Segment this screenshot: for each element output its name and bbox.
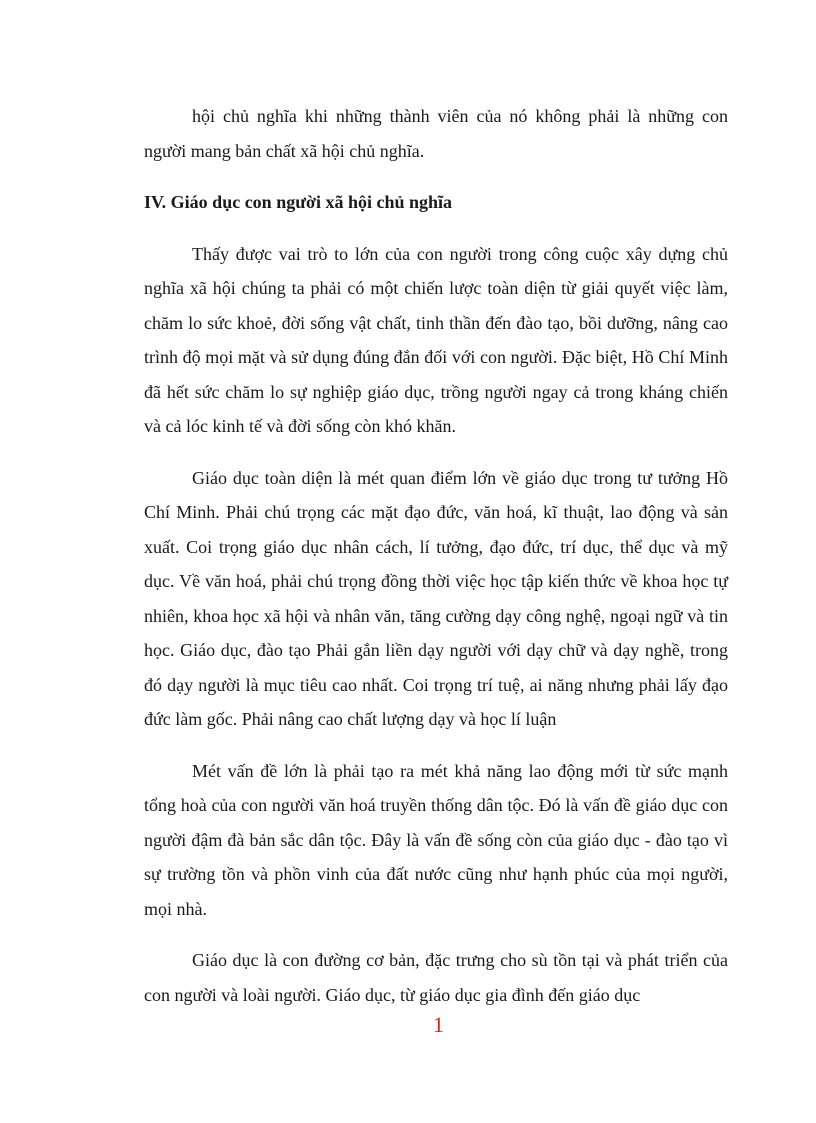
page-body (144, 99, 728, 1012)
paragraph: Giáo dục toàn diện là mét quan điểm lớn về giáo dục trong tư tưởng Hồ Chí Minh. Phải chú trọng các mặt đạo đức, văn hoá, kĩ thuật, lao động và sản xuất. Coi trọng giáo dục nhân cách, lí tưởng, đạo đức, trí dục, thể dục và mỹ dục. Về văn hoá, phải chú trọng đồng thời việc học tập kiến thức về khoa học tự nhiên, khoa học xã hội và nhân văn, tăng cường dạy công nghệ, ngoại ngữ và tin học. Giáo dục, đào tạo Phải gắn liền dạy người với dạy chữ và dạy nghề, trong đó dạy người là mục tiêu cao nhất. Coi trọng trí tuệ, ai năng nhưng phải lấy đạo đức làm gốc. Phải nâng cao chất lượng dạy và học lí luận (144, 467, 728, 729)
continued-paragraph: hội chủ nghĩa khi những thành viên của nó không phải là những con người mang bản chất xã hội chủ nghĩa. (144, 106, 728, 161)
paragraph: Thấy được vai trò to lớn của con người trong công cuộc xây dựng chủ nghĩa xã hội chúng ta phải có một chiến lược toàn diện từ giải quyết việc làm, chăm lo sức khoẻ, đời sống vật chất, tinh thần đến đào tạo, bồi dưỡng, nâng cao trình độ mọi mặt và sử dụng đúng đắn đối với con người. Đặc biệt, Hồ Chí Minh đã hết sức chăm lo sự nghiệp giáo dục, trồng người ngay cả trong kháng chiến và cả lóc kinh tế và đời sống còn khó khăn. (144, 243, 728, 436)
paragraph: Giáo dục là con đường cơ bản, đặc trưng cho sù tồn tại và phát triển của con người và loài người. Giáo dục, từ giáo dục gia đình đến giáo dục (144, 950, 728, 1005)
page-number: 1 (433, 1012, 444, 1037)
paragraph: Mét vấn đề lớn là phải tạo ra mét khả năng lao động mới từ sức mạnh tổng hoà của con người văn hoá truyền thống dân tộc. Đó là vấn đề giáo dục con người đậm đà bản sắc dân tộc. Đây là vấn đề sống còn của giáo dục - đào tạo vì sự trường tồn và phồn vinh của đất nước cũng như hạnh phúc của mọi người, mọi nhà. (144, 760, 728, 919)
section-heading: IV. Giáo dục con người xã hội chủ nghĩa (144, 192, 453, 212)
